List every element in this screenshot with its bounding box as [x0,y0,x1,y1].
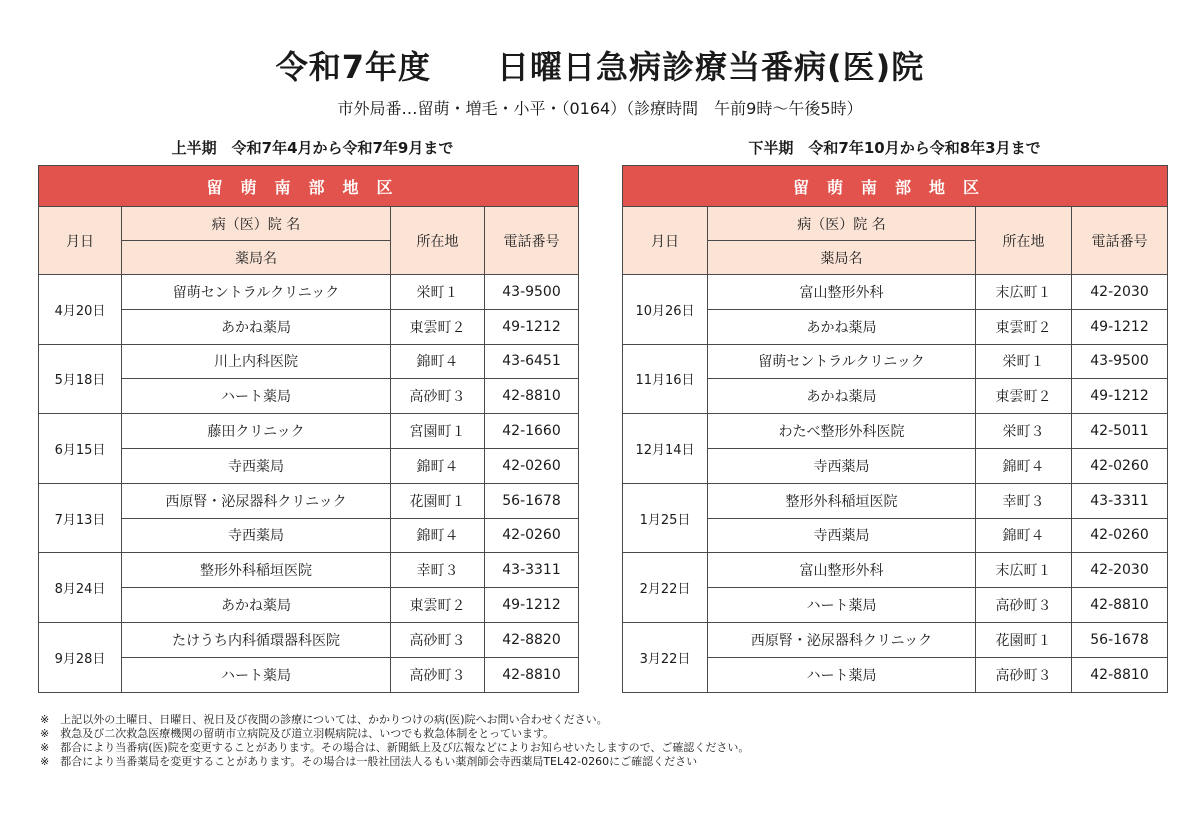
hospital-name: 整形外科稲垣医院 [708,483,976,518]
hospital-phone: 42-2030 [1072,275,1168,310]
hospital-name: 留萌セントラルクリニック [122,275,391,310]
date-cell: 6月15日 [39,414,122,484]
date-cell: 11月16日 [623,344,708,414]
hospital-phone: 56-1678 [1072,622,1168,657]
pharmacy-name: ハート薬局 [122,379,391,414]
pharmacy-location: 高砂町３ [976,588,1072,623]
note-line: ※ 上記以外の土曜日、日曜日、祝日及び夜間の診療については、かかりつけの病(医)院へお問い合わせください。 [40,713,608,726]
hospital-header: 病（医）院 名 [122,207,391,241]
date-cell: 5月18日 [39,344,122,414]
pharmacy-name: 寺西薬局 [708,448,976,483]
hospital-phone: 43-6451 [485,344,579,379]
date-cell: 1月25日 [623,483,708,553]
hospital-location: 高砂町３ [391,622,485,657]
hospital-name: 富山整形外科 [708,553,976,588]
table-row [623,275,1168,310]
table-row [39,622,579,657]
hospital-phone: 56-1678 [485,483,579,518]
notes-section [40,713,1170,769]
table-row [39,414,579,449]
table-row [39,553,579,588]
date-cell: 12月14日 [623,414,708,484]
note-line: ※ 救急及び二次救急医療機関の留萌市立病院及び道立羽幌病院は、いつでも救急体制をとっています。 [40,727,555,740]
pharmacy-name: あかね薬局 [708,379,976,414]
district-header: 留萌南部地区 [39,166,579,207]
table-row [39,483,579,518]
table-row [623,344,1168,379]
pharmacy-header: 薬局名 [708,241,976,275]
pharmacy-phone: 42-8810 [485,657,579,692]
pharmacy-name: あかね薬局 [122,588,391,623]
second-half-label: 下半期 令和7年10月から令和8年3月まで [748,139,1041,157]
note-line: ※ 都合により当番薬局を変更することがあります。その場合は一般社団法人るもい薬剤師会寺西薬局TEL42-0260にご確認ください [40,755,698,768]
pharmacy-name: あかね薬局 [122,309,391,344]
pharmacy-phone: 42-8810 [1072,657,1168,692]
hospital-phone: 42-5011 [1072,414,1168,449]
hospital-name: わたべ整形外科医院 [708,414,976,449]
date-cell: 2月22日 [623,553,708,623]
hospital-name: 西原腎・泌尿器科クリニック [708,622,976,657]
pharmacy-location: 東雲町２ [976,309,1072,344]
location-header: 所在地 [391,207,485,275]
pharmacy-location: 高砂町３ [391,657,485,692]
page-title: 令和7年度 日曜日急病診療当番病(医)院 [275,48,925,86]
hospital-name: 留萌セントラルクリニック [708,344,976,379]
hospital-name: 富山整形外科 [708,275,976,310]
table-row [39,275,579,310]
hospital-header: 病（医）院 名 [708,207,976,241]
page-subtitle: 市外局番…留萌・増毛・小平・（0164）（診療時間 午前9時～午後5時） [337,99,863,118]
pharmacy-phone: 42-0260 [485,518,579,553]
hospital-phone: 43-9500 [485,275,579,310]
pharmacy-location: 錦町４ [976,448,1072,483]
pharmacy-location: 錦町４ [391,518,485,553]
pharmacy-location: 東雲町２ [391,588,485,623]
pharmacy-phone: 49-1212 [485,309,579,344]
second-half-table [622,165,1168,693]
hospital-location: 錦町４ [391,344,485,379]
hospital-name: 藤田クリニック [122,414,391,449]
hospital-phone: 43-9500 [1072,344,1168,379]
hospital-location: 幸町３ [391,553,485,588]
hospital-phone: 42-1660 [485,414,579,449]
pharmacy-location: 東雲町２ [976,379,1072,414]
hospital-phone: 42-2030 [1072,553,1168,588]
district-header: 留萌南部地区 [623,166,1168,207]
pharmacy-location: 高砂町３ [976,657,1072,692]
hospital-location: 末広町１ [976,553,1072,588]
pharmacy-name: あかね薬局 [708,309,976,344]
hospital-name: 整形外科稲垣医院 [122,553,391,588]
date-cell: 8月24日 [39,553,122,623]
pharmacy-name: 寺西薬局 [122,448,391,483]
hospital-location: 栄町１ [976,344,1072,379]
first-half-label: 上半期 令和7年4月から令和7年9月まで [171,139,454,157]
date-cell: 10月26日 [623,275,708,345]
pharmacy-phone: 42-8810 [485,379,579,414]
pharmacy-phone: 49-1212 [1072,379,1168,414]
phone-header: 電話番号 [485,207,579,275]
hospital-location: 栄町１ [391,275,485,310]
pharmacy-location: 東雲町２ [391,309,485,344]
pharmacy-location: 錦町４ [391,448,485,483]
date-header: 月日 [39,207,122,275]
pharmacy-phone: 42-0260 [1072,448,1168,483]
hospital-name: 川上内科医院 [122,344,391,379]
hospital-phone: 42-8820 [485,622,579,657]
first-half-table [38,165,579,693]
hospital-location: 幸町３ [976,483,1072,518]
hospital-location: 宮園町１ [391,414,485,449]
hospital-location: 末広町１ [976,275,1072,310]
date-cell: 7月13日 [39,483,122,553]
pharmacy-name: ハート薬局 [708,657,976,692]
pharmacy-phone: 49-1212 [485,588,579,623]
pharmacy-phone: 49-1212 [1072,309,1168,344]
table-row [623,483,1168,518]
pharmacy-phone: 42-0260 [1072,518,1168,553]
pharmacy-name: ハート薬局 [708,588,976,623]
hospital-name: 西原腎・泌尿器科クリニック [122,483,391,518]
hospital-location: 花園町１ [976,622,1072,657]
location-header: 所在地 [976,207,1072,275]
date-cell: 4月20日 [39,275,122,345]
pharmacy-phone: 42-8810 [1072,588,1168,623]
pharmacy-location: 錦町４ [976,518,1072,553]
date-cell: 9月28日 [39,622,122,692]
table-row [39,344,579,379]
table-row [623,553,1168,588]
hospital-location: 花園町１ [391,483,485,518]
hospital-location: 栄町３ [976,414,1072,449]
date-header: 月日 [623,207,708,275]
phone-header: 電話番号 [1072,207,1168,275]
hospital-phone: 43-3311 [485,553,579,588]
date-cell: 3月22日 [623,622,708,692]
pharmacy-phone: 42-0260 [485,448,579,483]
table-row [623,622,1168,657]
table-row [623,414,1168,449]
pharmacy-name: 寺西薬局 [708,518,976,553]
pharmacy-name: 寺西薬局 [122,518,391,553]
note-line: ※ 都合により当番病(医)院を変更することがあります。その場合は、新聞紙上及び広報などによりお知らせいたしますので、ご確認ください。 [40,741,750,754]
pharmacy-header: 薬局名 [122,241,391,275]
hospital-phone: 43-3311 [1072,483,1168,518]
pharmacy-location: 高砂町３ [391,379,485,414]
hospital-name: たけうち内科循環器科医院 [122,622,391,657]
pharmacy-name: ハート薬局 [122,657,391,692]
